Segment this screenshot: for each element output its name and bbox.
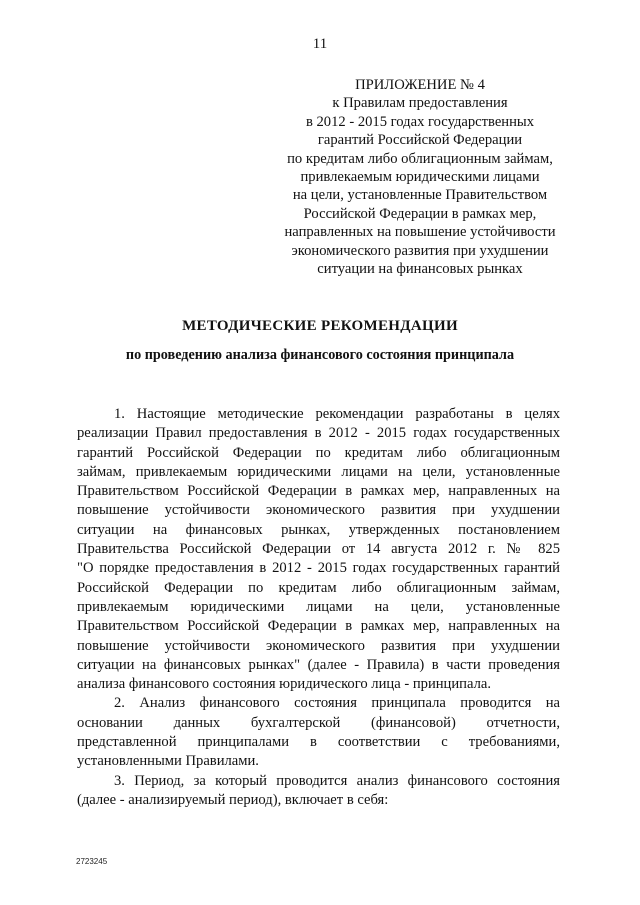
appendix-line: на цели, установленные Правительством [292,187,548,204]
body-line: 1. Настоящие методические рекомендации разработаны в целях [114,406,560,422]
body-text [77,405,560,810]
document-subtitle: по проведению анализа финансового состояния принципала [125,347,515,363]
appendix-header [270,76,570,278]
body-line: (далее - анализируемый период), включает в себя: [77,791,389,808]
appendix-line: в 2012 - 2015 годах государственных [305,113,535,130]
body-line: Правительством Российской Федерации в рамках мер, направленных на [77,618,560,635]
appendix-line: экономического развития при ухудшении [291,242,549,259]
document-code: 2723245 [76,857,108,866]
page-number: 11 [312,36,328,52]
document-title: МЕТОДИЧЕСКИЕ РЕКОМЕНДАЦИИ [182,318,458,334]
body-line: установленными Правилами. [77,753,259,770]
body-line: 2. Анализ финансового состояния принципала проводится на [114,695,560,712]
body-line: анализа финансового состояния юридического лица - принципала. [77,676,492,693]
appendix-line: Российской Федерации в рамках мер, [303,205,537,222]
appendix-line: к Правилам предоставления [332,95,508,112]
body-line: 3. Период, за который проводится анализ финансового состояния [114,772,560,789]
body-line: Правительства Российской Федерации от 14 августа 2012 г. № 825 [77,541,560,558]
body-line: привлекаемым юридическими лицами на цели, установленные [77,598,560,615]
body-line: ситуации на финансовых рынках, утвержденных постановлением [77,521,560,538]
body-line: гарантий Российской Федерации по кредитам либо облигационным [77,444,560,461]
body-line: повышение устойчивости экономического развития при ухудшении [77,502,560,519]
body-line: Российской Федерации по кредитам либо облигационным займам, [77,579,560,596]
appendix-line: ситуации на финансовых рынках [317,261,523,278]
body-line: займам, привлекаемым юридическими лицами на цели, установленные [77,463,560,480]
appendix-line: гарантий Российской Федерации [317,132,523,149]
body-line: повышение устойчивости экономического развития при ухудшении [77,637,560,654]
appendix-line: по кредитам либо облигационным займам, [287,150,553,167]
body-line: Правительством Российской Федерации в рамках мер, направленных на [77,483,560,500]
body-line: реализации Правил предоставления в 2012 - 2015 годах государственных [77,425,560,442]
appendix-line: привлекаемым юридическими лицами [300,169,540,186]
body-line: основании данных бухгалтерской (финансовой) отчетности, [77,714,560,731]
body-line: "О порядке предоставления в 2012 - 2015 годах государственных гарантий [77,560,560,577]
appendix-line: ПРИЛОЖЕНИЕ № 4 [355,77,485,93]
appendix-line: направленных на повышение устойчивости [284,224,556,241]
body-line: ситуации на финансовых рынках" (далее - Правила) в части проведения [77,656,560,673]
body-line: представленной принципалами в соответствии с требованиями, [77,734,560,751]
